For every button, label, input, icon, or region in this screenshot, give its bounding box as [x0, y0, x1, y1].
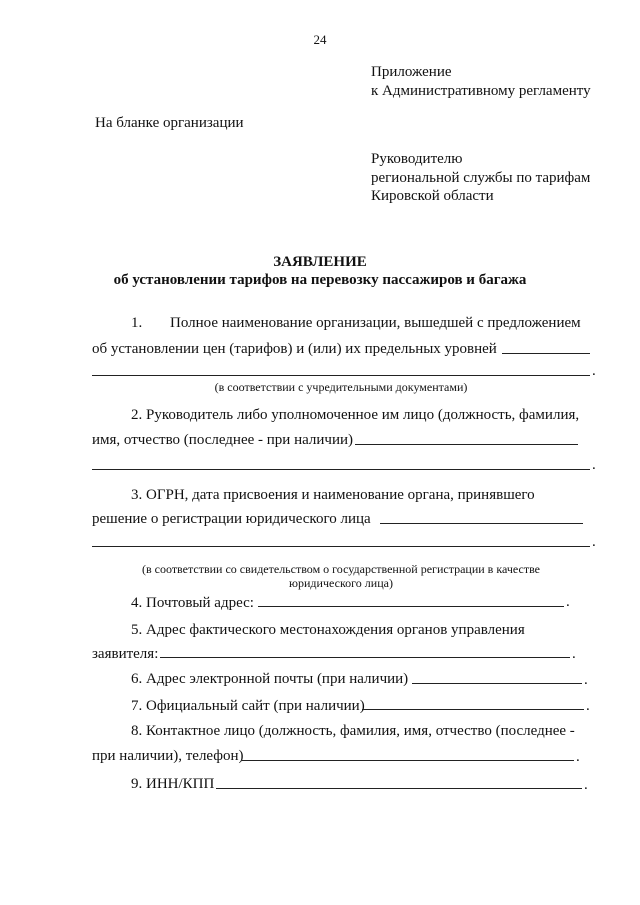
appendix-line2: к Административному регламенту — [371, 83, 591, 99]
item8-period: . — [576, 749, 580, 765]
item8-text-line2: при наличии), телефон) — [92, 748, 244, 764]
item9-fill-line — [216, 788, 582, 789]
item2-period: . — [592, 457, 596, 473]
item5-fill-line — [160, 657, 570, 658]
appendix-line1: Приложение — [371, 64, 452, 80]
item2-fill-line-2 — [92, 469, 590, 470]
item7-text: 7. Официальный сайт (при наличии) — [131, 698, 365, 714]
item1-text-line1: Полное наименование организации, вышедшей с предложением — [170, 315, 581, 331]
item3-fill-line — [380, 523, 583, 524]
item1-note: (в соответствии с учредительными документами) — [214, 380, 468, 394]
addressee-line3: Кировской области — [371, 188, 494, 204]
item1-fill-line — [502, 353, 590, 354]
document-title: ЗАЯВЛЕНИЕ — [273, 254, 367, 270]
page-number: 24 — [313, 32, 327, 47]
item6-fill-line — [412, 683, 582, 684]
item5-period: . — [572, 646, 576, 662]
item1-fill-line-2 — [92, 375, 590, 376]
item6-period: . — [584, 672, 588, 688]
item5-text-line1: 5. Адрес фактического местонахождения органов управления — [131, 622, 525, 638]
item3-text-line2: решение о регистрации юридического лица — [92, 511, 371, 527]
item2-text-line1: 2. Руководитель либо уполномоченное им лицо (должность, фамилия, — [131, 407, 580, 423]
item2-text-line2: имя, отчество (последнее - при наличии) — [92, 432, 353, 448]
item4-fill-line — [258, 606, 564, 607]
item5-text-line2: заявителя: — [92, 646, 159, 662]
item9-period: . — [584, 777, 588, 793]
addressee-line1: Руководителю — [371, 151, 463, 167]
addressee-line2: региональной службы по тарифам — [371, 170, 591, 186]
item3-text-line1: 3. ОГРН, дата присвоения и наименование органа, принявшего — [131, 487, 535, 503]
item3-note-line2: юридического лица) — [289, 576, 393, 590]
item6-text: 6. Адрес электронной почты (при наличии) — [131, 671, 409, 687]
item1-number: 1. — [131, 315, 143, 331]
item3-note-line1: (в соответствии со свидетельством о государственной регистрации в качестве — [141, 562, 540, 576]
item8-text-line1: 8. Контактное лицо (должность, фамилия, имя, отчество (последнее - — [131, 723, 575, 739]
item4-text: 4. Почтовый адрес: — [131, 595, 254, 611]
item1-period: . — [592, 363, 596, 379]
item7-fill-line — [362, 709, 584, 710]
item2-fill-line — [355, 444, 578, 445]
item3-period: . — [592, 534, 596, 550]
item8-fill-line — [242, 760, 574, 761]
item4-period: . — [566, 594, 570, 610]
item7-period: . — [586, 698, 590, 714]
document-subtitle: об установлении тарифов на перевозку пассажиров и багажа — [113, 272, 527, 288]
item9-text: 9. ИНН/КПП — [131, 776, 215, 792]
item1-text-line2: об установлении цен (тарифов) и (или) их предельных уровней — [92, 341, 497, 357]
letterhead-note: На бланке организации — [95, 115, 244, 131]
item3-fill-line-2 — [92, 546, 590, 547]
